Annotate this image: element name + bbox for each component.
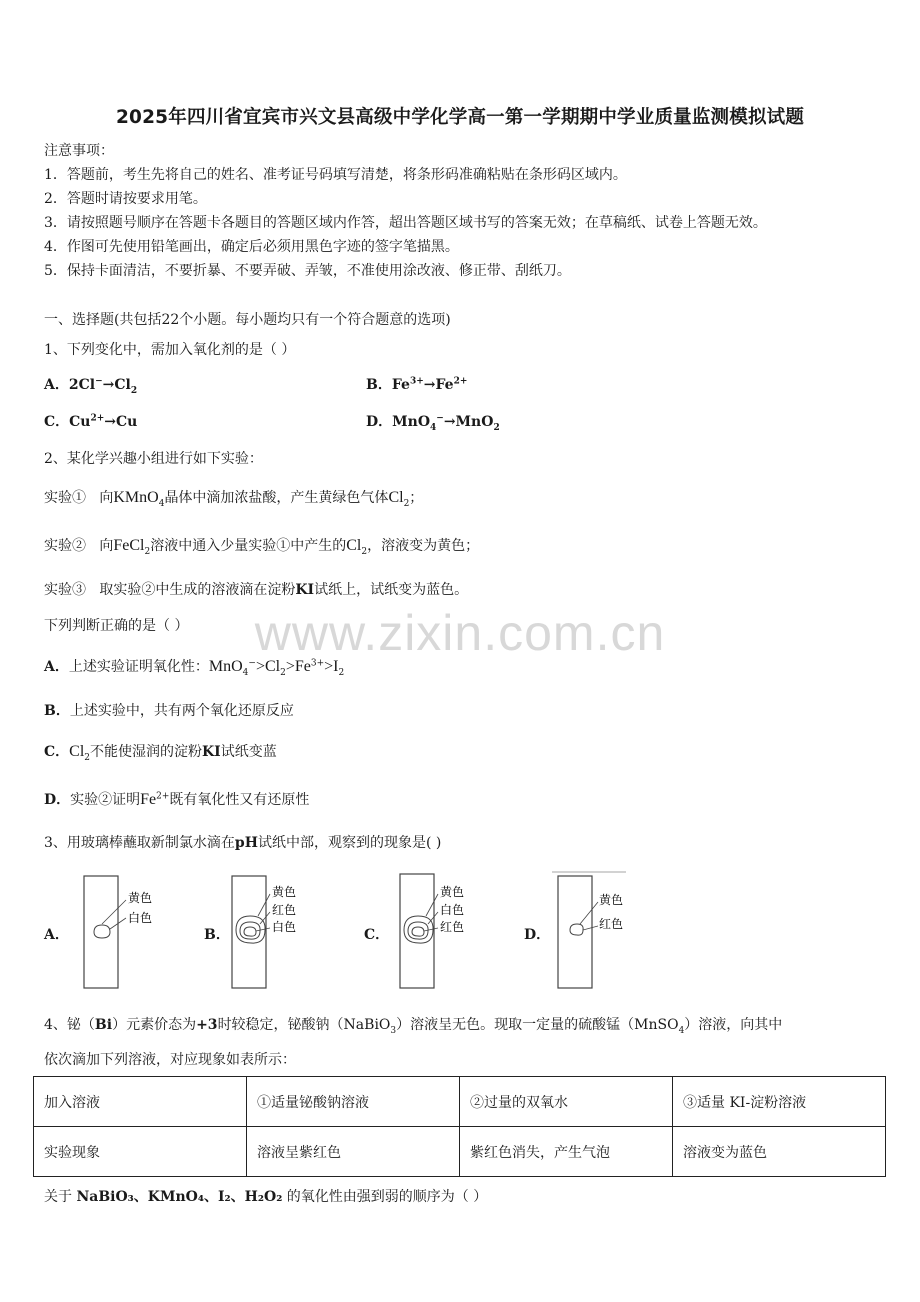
figure-label: 黄色 [272, 885, 297, 899]
notice-item: 2．答题时请按要求用笔。 [44, 191, 207, 207]
question-4-ask: 关于 NaBiO₃、KMnO₄、I₂、H₂O₂ 的氧化性由强到弱的顺序为（ ） [44, 1189, 488, 1205]
figure-label: 白色 [440, 903, 465, 917]
question-3-stem: 3、用玻璃棒蘸取新制氯水滴在pH试纸中部，观察到的现象是( ) [44, 835, 442, 851]
q3-option-d-figure [552, 870, 642, 992]
notice-item: 1．答题前，考生先将自己的姓名、准考证号码填写清楚，将条形码准确粘贴在条形码区域内。 [44, 167, 627, 183]
q2-option-a: A．上述实验证明氧化性：$MnO_4^->Cl_2>Fe^{3+}>I_2$ [44, 658, 345, 678]
table-cell: ③适量 KI-淀粉溶液 [673, 1077, 886, 1127]
q3-option-b-label: B． [204, 927, 230, 943]
q3-option-d-label: D． [524, 927, 551, 943]
q1-option-c: C．$Cu^{2+}\to Cu$ [44, 413, 138, 430]
q2-option-b: B．上述实验中，共有两个氧化还原反应 [44, 703, 294, 719]
figure-label: 黄色 [599, 893, 624, 907]
q1-option-b: B．$Fe^{3+}\to Fe^{2+}$ [366, 376, 468, 393]
question-4-stem: 4、铋（Bi）元素价态为+3时较稳定，铋酸钠（NaBiO$_3$）溶液呈无色。现取一定量的硫酸锰（MnSO$_4$）溶液，向其中 [44, 1017, 783, 1036]
experiment-table [33, 1076, 886, 1177]
figure-label: 黄色 [128, 891, 153, 905]
figure-label: 红色 [272, 903, 297, 917]
question-4-stem-line-2: 依次滴加下列溶液，对应现象如表所示： [44, 1052, 296, 1068]
q2-judge-prompt: 下列判断正确的是（ ） [44, 618, 189, 634]
q2-option-d: D．实验②证明$Fe^{2+}$既有氧化性又有还原性 [44, 791, 310, 808]
figure-label: 白色 [128, 911, 153, 925]
table-cell: 溶液呈紫红色 [247, 1127, 460, 1177]
table-cell: ①适量铋酸钠溶液 [247, 1077, 460, 1127]
table-row [34, 1077, 886, 1127]
watermark: www.zixin.com.cn [254, 605, 666, 661]
table-cell: 溶液变为蓝色 [673, 1127, 886, 1177]
q3-option-c-figure [396, 872, 496, 992]
q2-experiment-1: 实验① 向KMnO$_4$晶体中滴加浓盐酸，产生黄绿色气体$Cl_2$； [44, 489, 424, 509]
figure-label: 白色 [272, 920, 297, 934]
table-cell: ②过量的双氧水 [460, 1077, 673, 1127]
figure-label: 黄色 [440, 885, 465, 899]
question-1-stem: 1、下列变化中，需加入氧化剂的是（ ） [44, 342, 296, 358]
table-cell: 紫红色消失，产生气泡 [460, 1127, 673, 1177]
question-2-stem: 2、某化学兴趣小组进行如下实验： [44, 451, 263, 467]
q2-experiment-2: 实验② 向FeCl$_2$溶液中通入少量实验①中产生的$Cl_2$，溶液变为黄色； [44, 537, 480, 557]
q3-option-a-label: A． [44, 927, 69, 943]
q3-option-c-label: C． [364, 927, 390, 943]
section-heading: 一、选择题(共包括22个小题。每小题均只有一个符合题意的选项) [44, 312, 451, 328]
figure-label: 红色 [440, 920, 465, 934]
notice-item: 3．请按照题号顺序在答题卡各题目的答题区域内作答，超出答题区域书写的答案无效；在草稿纸、试卷上答题无效。 [44, 215, 767, 231]
q1-option-a: A．$2Cl^-\to Cl_2$ [44, 376, 138, 396]
q2-experiment-3: 实验③ 取实验②中生成的溶液滴在淀粉KI试纸上，试纸变为蓝色。 [44, 582, 469, 598]
table-cell: 加入溶液 [34, 1077, 247, 1127]
q3-option-a-figure [80, 874, 170, 992]
q2-option-c: C．$Cl_2$不能使湿润的淀粉KI试纸变蓝 [44, 743, 277, 763]
notice-item: 5．保持卡面清洁，不要折暴、不要弄破、弄皱，不准使用涂改液、修正带、刮纸刀。 [44, 263, 571, 279]
page-title: 2025年四川省宜宾市兴文县高级中学化学高一第一学期期中学业质量监测模拟试题 [115, 107, 805, 128]
notice-heading: 注意事项： [44, 143, 114, 159]
q3-option-b-figure [228, 874, 328, 992]
table-row [34, 1127, 886, 1177]
q1-option-d: D．MnO$_4$−→MnO$_2$ [366, 413, 500, 433]
figure-label: 红色 [599, 917, 624, 931]
table-cell: 实验现象 [34, 1127, 247, 1177]
notice-item: 4．作图可先使用铅笔画出，确定后必须用黑色字迹的签字笔描黑。 [44, 239, 459, 255]
